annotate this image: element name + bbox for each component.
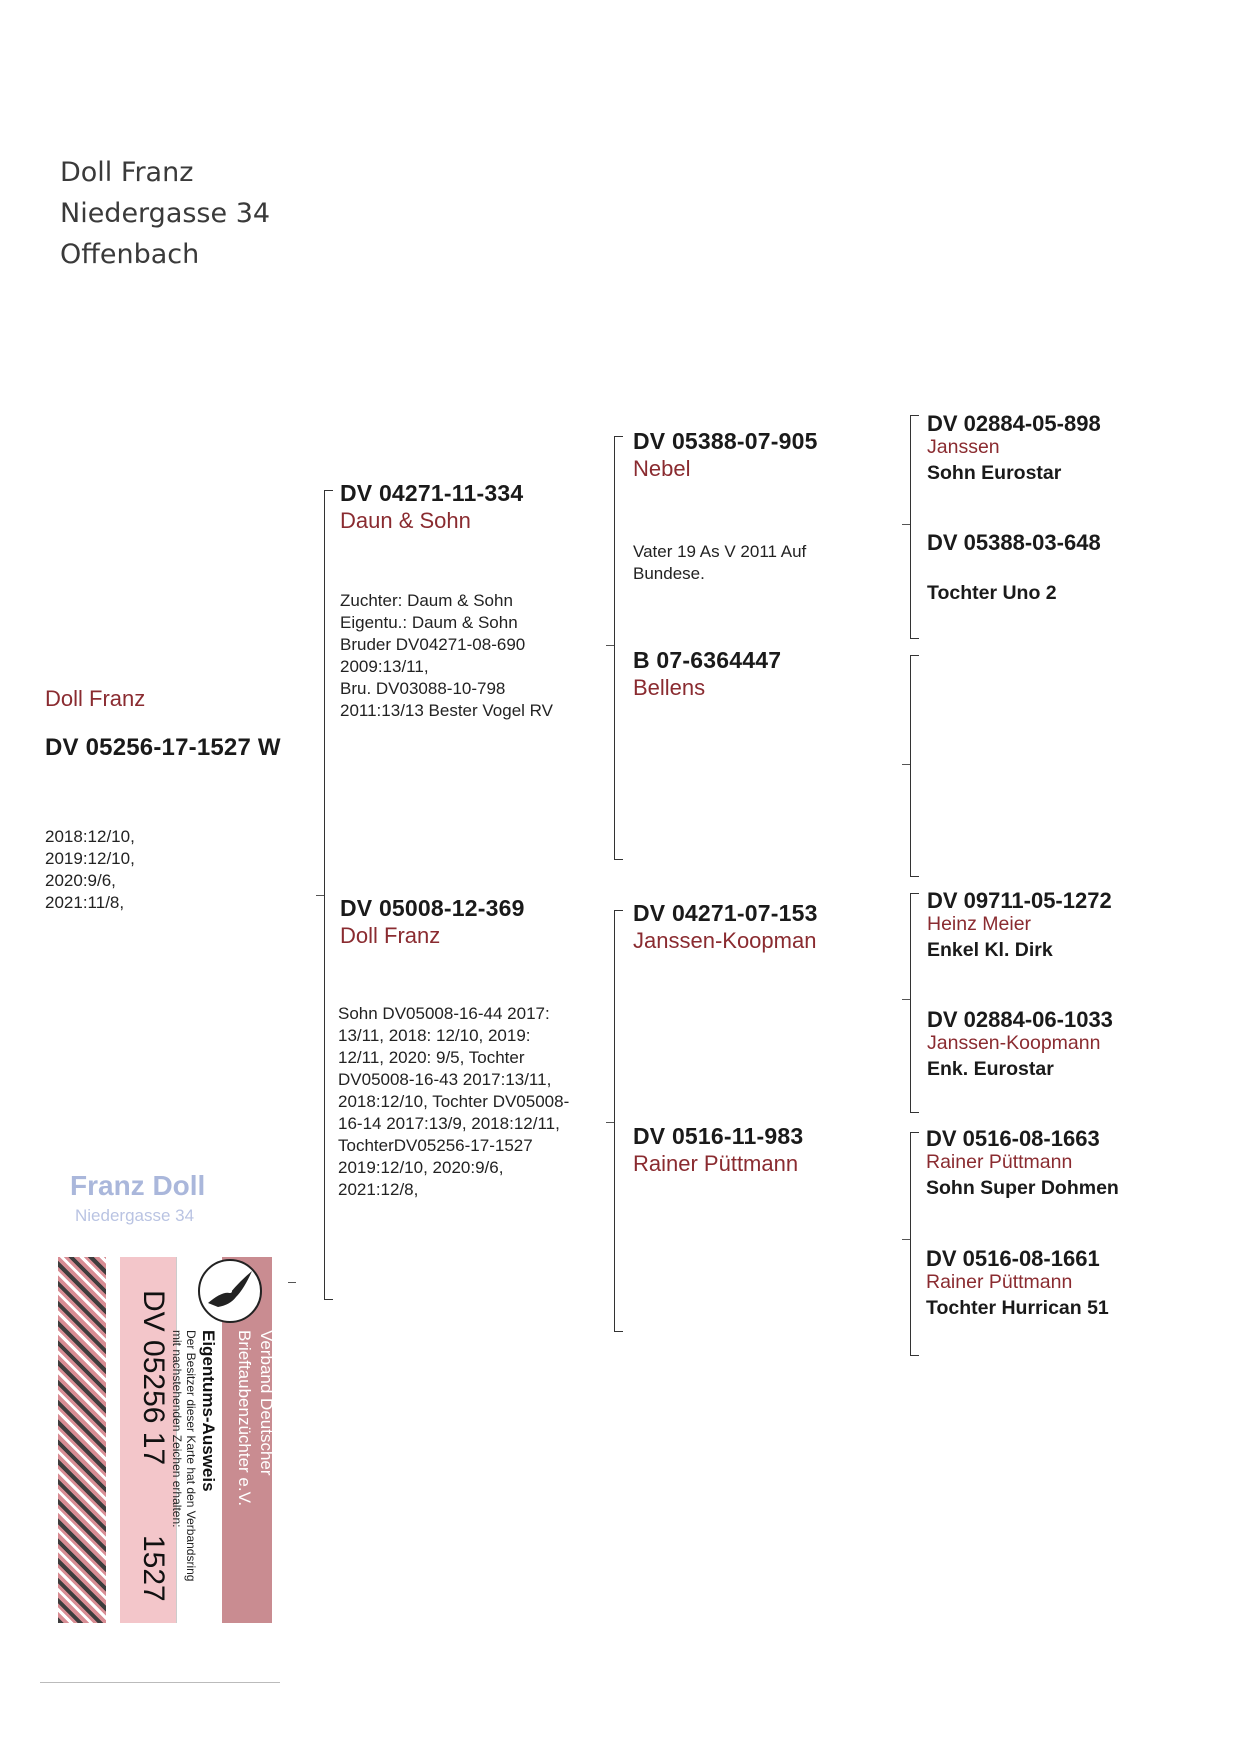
sss-ring: DV 02884-05-898 — [927, 411, 1101, 436]
note-line: Sohn DV05008-16-44 2017: — [338, 1004, 550, 1023]
ssd-ring: DV 05388-03-648 — [927, 530, 1101, 555]
pigeon-logo-icon — [198, 1259, 262, 1323]
scan-line — [40, 1682, 280, 1683]
stamp-name: Franz Doll — [70, 1170, 206, 1201]
ddd-ring: DV 0516-08-1661 — [926, 1246, 1100, 1271]
ss-breeder: Nebel — [633, 456, 691, 481]
ssd-desc: Tochter Uno 2 — [927, 582, 1057, 604]
note-line: 13/11, 2018: 12/10, 2019: — [338, 1026, 531, 1045]
sire-breeder: Daun & Sohn — [340, 508, 471, 533]
owner-street: Niedergasse 34 — [60, 198, 271, 229]
card-org-line2: Brieftaubenzüchter e.V. — [235, 1330, 254, 1507]
dam-notes — [338, 1003, 569, 1201]
bracket-tick — [902, 524, 910, 525]
dd-ring: DV 0516-11-983 — [633, 1123, 804, 1149]
ownership-card — [48, 1245, 274, 1635]
dd-breeder: Rainer Püttmann — [633, 1151, 799, 1176]
note-line: TochterDV05256-17-1527 — [338, 1136, 533, 1155]
bracket-tick — [902, 764, 910, 765]
gen3-bracket — [910, 655, 919, 877]
subject-ring: DV 05256-17-1527 W — [45, 734, 281, 761]
bracket-tick — [606, 645, 614, 646]
gen3-bracket — [910, 893, 919, 1113]
sd-breeder: Bellens — [633, 675, 706, 700]
subject-owner-name: Doll Franz — [45, 686, 146, 711]
gen1-bracket — [324, 490, 333, 1300]
ss-notes — [633, 541, 806, 585]
sire-notes — [340, 590, 553, 722]
result-line: 2020:9/6, — [45, 871, 116, 890]
note-line: 2009:13/11, — [340, 657, 429, 676]
note-line: Zuchter: Daum & Sohn — [340, 591, 513, 610]
gen3-bracket — [910, 415, 919, 639]
owner-city: Offenbach — [60, 239, 200, 270]
dsd-breeder: Janssen-Koopmann — [927, 1032, 1101, 1054]
dds-ring: DV 0516-08-1663 — [926, 1126, 1100, 1151]
sss-desc: Sohn Eurostar — [927, 462, 1062, 484]
note-line: 2011:13/13 Bester Vogel RV — [340, 701, 553, 720]
sd-ring: B 07-6364447 — [633, 647, 782, 673]
card-ring-number: DV 05256 17 — [137, 1290, 170, 1466]
note-line: Bundese. — [633, 564, 705, 583]
subject-results — [45, 826, 135, 914]
note-line: Bru. DV03088-10-798 — [340, 679, 506, 698]
note-line: 2019:12/10, 2020:9/6, — [338, 1158, 504, 1177]
dds-breeder: Rainer Püttmann — [926, 1151, 1073, 1173]
note-line: Eigentu.: Daum & Sohn — [340, 613, 518, 632]
dsd-desc: Enk. Eurostar — [927, 1058, 1054, 1080]
sss-breeder: Janssen — [927, 436, 1000, 458]
dss-desc: Enkel Kl. Dirk — [927, 939, 1053, 961]
bracket-tick — [902, 1239, 910, 1240]
bracket-tick — [606, 1122, 614, 1123]
note-line: Bruder DV04271-08-690 — [340, 635, 526, 654]
result-line: 2019:12/10, — [45, 849, 135, 868]
dam-ring: DV 05008-12-369 — [340, 895, 525, 921]
note-line: Vater 19 As V 2011 Auf — [633, 542, 807, 561]
card-title: Eigentums-Ausweis — [199, 1330, 218, 1492]
gen2-dam-bracket — [614, 910, 623, 1332]
dsd-ring: DV 02884-06-1033 — [927, 1007, 1113, 1032]
bracket-tick — [316, 895, 324, 896]
result-line: 2018:12/10, — [45, 827, 135, 846]
note-line: 12/11, 2020: 9/5, Tochter — [338, 1048, 525, 1067]
result-line: 2021:11/8, — [45, 893, 125, 912]
ds-breeder: Janssen-Koopman — [633, 928, 817, 953]
gen3-bracket — [910, 1132, 919, 1356]
note-line: 2021:12/8, — [338, 1180, 419, 1199]
sire-ring: DV 04271-11-334 — [340, 480, 524, 506]
card-org-line1: Verband Deutscher — [257, 1330, 276, 1476]
card-text-line1: Der Besitzer dieser Karte hat den Verbandsring — [184, 1330, 198, 1582]
note-line: DV05008-16-43 2017:13/11, — [338, 1070, 552, 1089]
note-line: 16-14 2017:13/9, 2018:12/11, — [338, 1114, 560, 1133]
card-text-line2: mit nachstehenden Zeichen erhalten: — [170, 1330, 184, 1528]
card-pattern-stripe — [58, 1257, 106, 1623]
owner-address — [60, 152, 270, 275]
ss-ring: DV 05388-07-905 — [633, 428, 818, 454]
owner-name: Doll Franz — [60, 157, 194, 188]
ddd-breeder: Rainer Püttmann — [926, 1271, 1073, 1293]
note-line: 2018:12/10, Tochter DV05008- — [338, 1092, 570, 1111]
dam-breeder: Doll Franz — [340, 923, 441, 948]
dss-ring: DV 09711-05-1272 — [927, 888, 1112, 913]
stamp-street: Niedergasse 34 — [75, 1206, 195, 1225]
dds-desc: Sohn Super Dohmen — [926, 1177, 1119, 1199]
bracket-tick — [902, 999, 910, 1000]
card-ring-suffix: 1527 — [137, 1535, 170, 1602]
bracket-tick — [288, 1282, 296, 1283]
ds-ring: DV 04271-07-153 — [633, 900, 818, 926]
dss-breeder: Heinz Meier — [927, 913, 1032, 935]
gen2-sire-bracket — [614, 436, 623, 860]
ddd-desc: Tochter Hurrican 51 — [926, 1297, 1109, 1319]
